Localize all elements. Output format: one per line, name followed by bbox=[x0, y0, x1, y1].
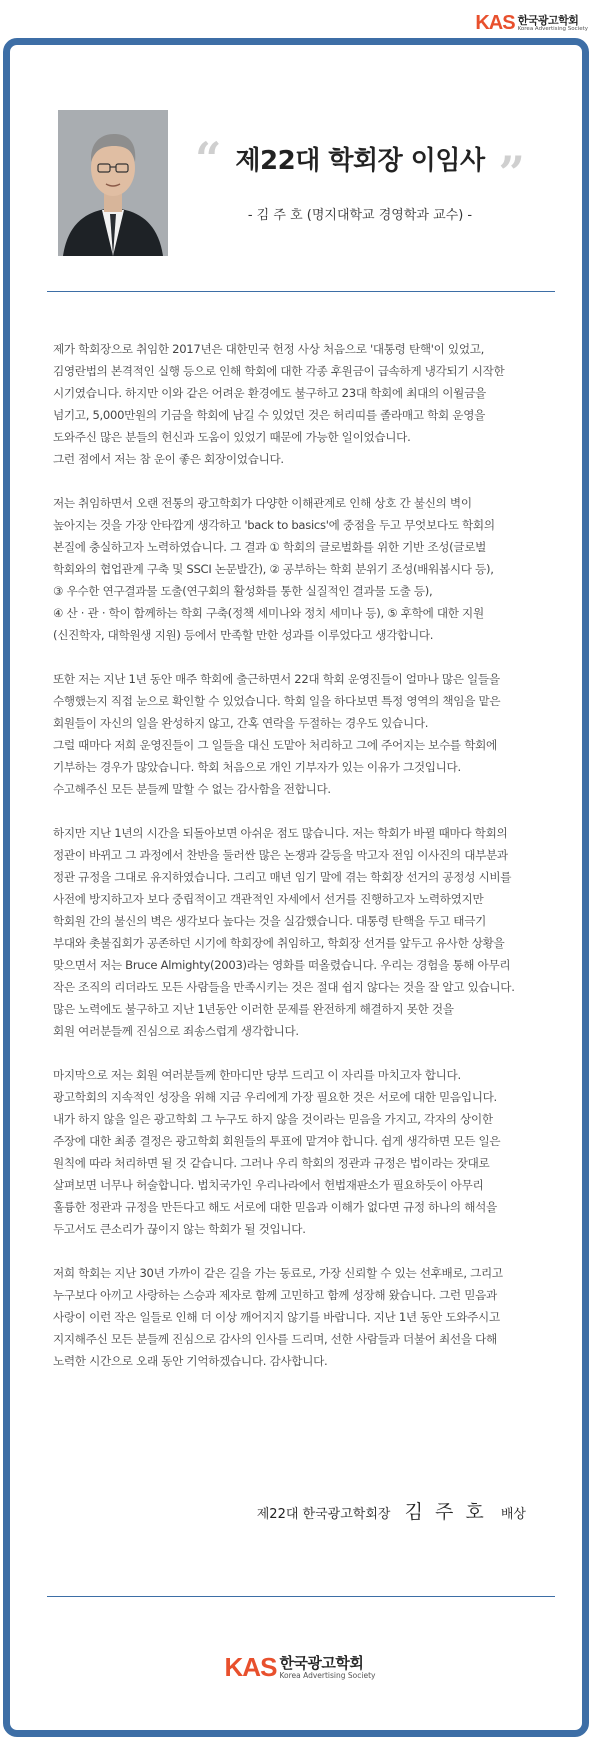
logo-name-kr: 한국광고학회 bbox=[517, 13, 579, 27]
logo-name-en: Korea Advertising Society bbox=[517, 25, 588, 32]
page-title: 제22대 학회장 이임사 bbox=[235, 146, 485, 176]
portrait-photo bbox=[58, 110, 168, 256]
close-quote-icon: ” bbox=[498, 146, 525, 200]
open-quote-icon: “ bbox=[195, 132, 222, 186]
header-logo bbox=[475, 12, 588, 35]
signature bbox=[0, 1497, 526, 1524]
footer-logo bbox=[0, 1652, 600, 1683]
title-block bbox=[195, 132, 525, 200]
signature-role: 제22대 한국광고학회장 bbox=[256, 1507, 391, 1522]
kas-logo-mark: KAS bbox=[224, 1652, 277, 1682]
kas-logo-mark: KAS bbox=[475, 12, 515, 34]
logo-name-en: Korea Advertising Society bbox=[279, 1670, 376, 1680]
paragraph: 저희 학회는 지난 30년 가까이 같은 길을 가는 동료로, 가장 신뢰할 수 있는 선후배로, 그리고 누구보다 아끼고 사랑하는 스승과 제자로 함께 고민하고 함께 성장해 왔습니다. 그런 믿음과 사랑이 이런 작은 일들로 인해 더 이상 깨어지지 않기를 바랍니다. 지난 1년 동안 도와주시고 지지해주신 모든 분들께 진심으로 감사의 인사를 드리며, 선한 사람들과 더불어 최선을 다해 노력한 시간으로 오래 동안 기억하겠습니다. 감사합니다. bbox=[53, 1266, 503, 1368]
paragraph: 마지막으로 저는 회원 여러분들께 한마디만 당부 드리고 이 자리를 마치고자 합니다. 광고학회의 지속적인 성장을 위해 지금 우리에게 가장 필요한 것은 서로에 대한 믿음입니다. 내가 하지 않을 일은 광고학회 그 누구도 하지 않을 것이라는 믿음을 가지고, 각자의 상이한 주장에 대한 최종 결정은 광고학회 회원들의 투표에 맡겨야 합니다. 쉽게 생각하면 모든 일은 원칙에 따라 처리하면 될 것 같습니다. 그러나 우리 학회의 정관과 규정은 법이라는 잣대로 살펴보면 너무나 허술합니다. 법치국가인 우리나라에서 헌법재판소가 필요하듯이 아무리 훌륭한 정관과 규정을 만든다고 해도 서로에 대한 믿음과 이해가 없다면 규정 하나의 해석을 두고서도 큰소리가 끊이지 않는 학회가 될 것입니다. bbox=[53, 1068, 501, 1236]
signature-name: 김 주 호 bbox=[404, 1501, 487, 1523]
paragraph: 저는 취임하면서 오랜 전통의 광고학회가 다양한 이해관계로 인해 상호 간 불신의 벽이 높아지는 것을 가장 안타깝게 생각하고 'back to basics'에 중점을 두고 무엇보다도 학회의 본질에 충실하고자 노력하였습니다. 그 결과 ① 학회의 글로벌화를 위한 기반 조성(글로벌 학회와의 협업관계 구축 및 SSCI 논문발간), ② 공부하는 학회 분위기 조성(배워봅시다 등), ③ 우수한 연구결과물 도출(연구회의 활성화를 통한 실질적인 결과물 도출 등), ④ 산 · 관 · 학이 함께하는 학회 구축(정책 세미나와 정치 세미나 등), ⑤ 후학에 대한 지원 (신진학자, 대학원생 지원) 등에서 만족할 만한 성과를 이루었다고 생각합니다. bbox=[53, 496, 495, 642]
author-line: - 김 주 호 (명지대학교 경영학과 교수) - bbox=[247, 208, 473, 223]
bottom-divider bbox=[47, 1596, 555, 1597]
paragraph: 제가 학회장으로 취임한 2017년은 대한민국 헌정 사상 처음으로 '대통령 탄핵'이 있었고, 김영란법의 본격적인 실행 등으로 인해 학회에 대한 각종 후원금이 급속하게 냉각되기 시작한 시기였습니다. 하지만 이와 같은 어려운 환경에도 불구하고 23대 학회에 최대의 이월금을 넘기고, 5,000만원의 기금을 학회에 남길 수 있었던 것은 허리띠를 졸라매고 학회 운영을 도와주신 많은 분들의 헌신과 도움이 있었기 때문에 가능한 일이었습니다. 그런 점에서 저는 참 운이 좋은 회장이었습니다. bbox=[53, 342, 505, 466]
signature-closing: 배상 bbox=[500, 1507, 526, 1522]
paragraph: 하지만 지난 1년의 시간을 되돌아보면 아쉬운 점도 많습니다. 저는 학회가 바뀔 때마다 학회의 정관이 바뀌고 그 과정에서 찬반을 둘러싼 많은 논쟁과 갈등을 막고자 전임 이사진의 대부분과 정관 규정을 그대로 유지하였습니다. 그리고 매년 임기 말에 겪는 학회장 선거의 공정성 시비를 사전에 방지하고자 보다 중립적이고 객관적인 자세에서 선거를 진행하고자 노력하였지만 학회원 간의 불신의 벽은 생각보다 높다는 것을 실감했습니다. 대통령 탄핵을 두고 태극기 부대와 촛불집회가 공존하던 시기에 학회장에 취임하고, 학회장 선거를 앞두고 유사한 상황을 맞으면서 저는 Bruce Almighty(2003)라는 영화를 떠올렸습니다. 우리는 경험을 통해 아무리 작은 조직의 리더라도 모든 사람들을 만족시키는 것은 절대 쉽지 않다는 것을 잘 알고 있습니다. 많은 노력에도 불구하고 지난 1년동안 이러한 문제를 완전하게 해결하지 못한 것을 회원 여러분들께 진심으로 죄송스럽게 생각합니다. bbox=[53, 826, 515, 1038]
logo-name-kr: 한국광고학회 bbox=[279, 1653, 364, 1672]
top-divider bbox=[47, 291, 555, 292]
paragraph: 또한 저는 지난 1년 동안 매주 학회에 출근하면서 22대 학회 운영진들이 얼마나 많은 일들을 수행했는지 직접 눈으로 확인할 수 있었습니다. 학회 일을 하다보면 특정 영역의 책임을 맡은 회원들이 자신의 일을 완성하지 않고, 간혹 연락을 두절하는 경우도 있습니다. 그럴 때마다 저희 운영진들이 그 일들을 대신 도맡아 처리하고 그에 주어지는 보수를 학회에 기부하는 경우가 많았습니다. 학회 처음으로 개인 기부자가 있는 이유가 그것입니다. 수고해주신 모든 분들께 말할 수 없는 감사함을 전합니다. bbox=[53, 672, 501, 796]
letter-body bbox=[53, 338, 557, 1394]
